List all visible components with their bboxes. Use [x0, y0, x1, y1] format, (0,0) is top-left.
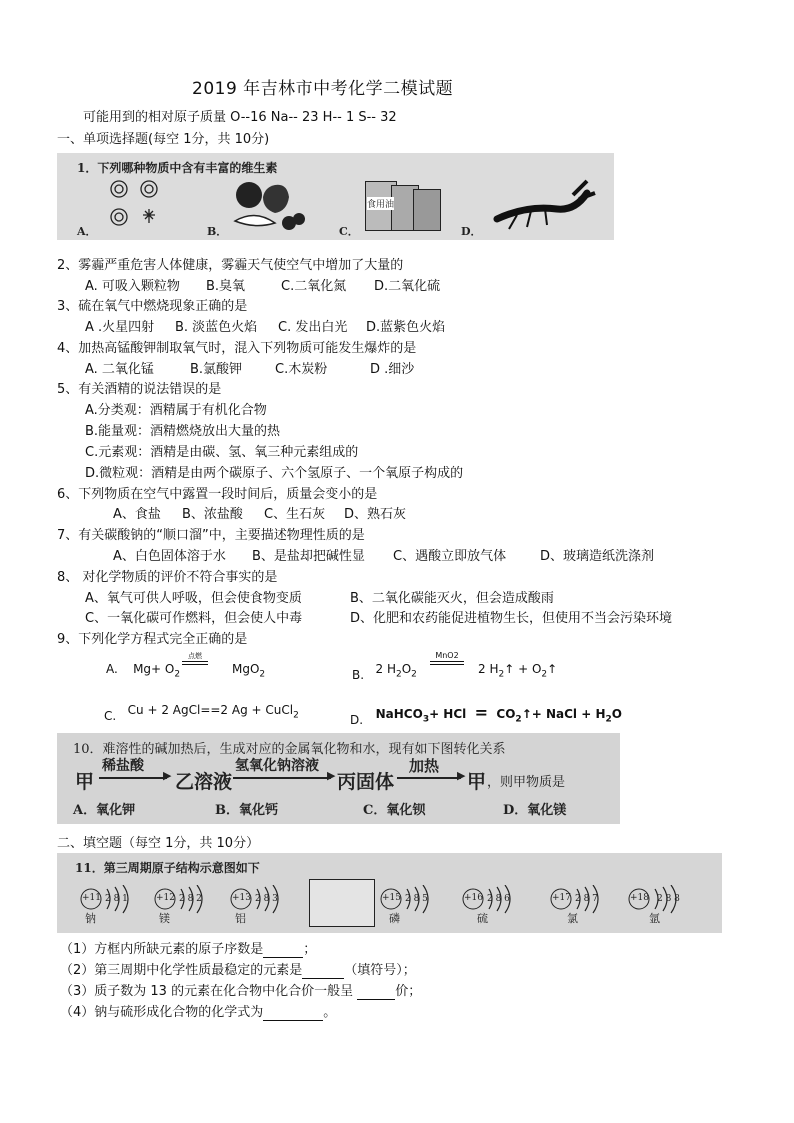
section2-heading: 二、填空题（每空 1分，共 10分）: [57, 836, 260, 851]
q10-arrow-2-label: 氢氧化钠溶液: [235, 758, 319, 774]
q10-chain-3: 丙固体: [337, 771, 395, 793]
fill-blank-1[interactable]: [263, 942, 303, 958]
q1-scan-image: [57, 153, 614, 240]
q7-option-d: D、玻璃造纸洗涤剂: [540, 549, 655, 564]
q9-b-products: 2 $H_2↑$ + $O_2↑$: [478, 662, 558, 680]
q3-option-d: D.蓝紫色火焰: [366, 320, 446, 335]
q1-label-b: B．: [207, 225, 228, 238]
q5-option-b: B.能量观：酒精燃烧放出大量的热: [85, 424, 281, 439]
q9-option-d: D. NaHCO$_3$+ HCl = $CO_2↑+$ NaCl + $H_2O$: [350, 703, 622, 727]
q3-option-a: A .火星四射: [85, 320, 155, 335]
fill-question-3: （3）质子数为 13 的元素在化合物中化合价一般呈 价；: [60, 984, 422, 999]
q10-arrow-2: [233, 777, 331, 779]
q1-label-d: D．: [461, 225, 482, 238]
q8-option-a: A、氧气可供人呼吸，但会使食物变质: [85, 591, 302, 606]
q7-option-a: A、白色固体溶于水: [113, 549, 226, 564]
q7-option-b: B、是盐却把碱性显: [252, 549, 365, 564]
q7-stem: 7、有关碳酸钠的“顺口溜”中，主要描述物理性质的是: [57, 528, 365, 543]
q4-stem: 4、加热高锰酸钾制取氧气时，混入下列物质可能发生爆炸的是: [57, 341, 417, 356]
q3-stem: 3、硫在氧气中燃烧现象正确的是: [57, 299, 248, 314]
q7-option-c: C、遇酸立即放气体: [393, 549, 507, 564]
q10-stem: 10．难溶性的碱加热后，生成对应的金属氧化物和水，现有如下图转化关系: [73, 742, 506, 757]
q10-arrow-3: [397, 777, 461, 779]
q9-stem: 9、下列化学方程式完全正确的是: [57, 632, 248, 647]
q1-label-c: C．: [339, 225, 359, 238]
q8-stem: 8、 对化学物质的评价不符合事实的是: [57, 570, 278, 585]
q4-option-d: D .细沙: [370, 362, 415, 377]
q5-stem: 5、有关酒精的说法错误的是: [57, 382, 222, 397]
q6-option-a: A、食盐: [113, 507, 161, 522]
q5-option-a: A.分类观：酒精属于有机化合物: [85, 403, 267, 418]
q10-scan-image: 10．难溶性的碱加热后，生成对应的金属氧化物和水，现有如下图转化关系 甲 稀盐酸 ▶ 乙溶液 氢氧化钠溶液 ▶ 丙固体 加热 ▶ 甲 ，则甲物质是 A．氧化钾 B．氧化钙 C．氧化钡 D．氧化镁: [57, 733, 620, 824]
candy-icon: [105, 177, 175, 233]
lobster-icon: [487, 175, 597, 235]
q10-arrow-1-label: 稀盐酸: [102, 758, 144, 774]
q6-option-d: D、熟石灰: [344, 507, 407, 522]
q10-arrow-1: [99, 777, 167, 779]
q2-option-b: B.臭氧: [206, 279, 246, 294]
q5-option-d: D.微粒观：酒精是由两个碳原子、六个氢原子、一个氧原子构成的: [85, 466, 464, 481]
q8-option-b: B、二氧化碳能灭火，但会造成酸雨: [350, 591, 554, 606]
section1-heading: 一、单项选择题(每空 1分，共 10分): [57, 132, 270, 147]
q10-option-a: A．氧化钾: [73, 803, 136, 818]
q10-tail: ，则甲物质是: [487, 775, 566, 790]
q6-stem: 6、下列物质在空气中露置一段时间后，质量会变小的是: [57, 487, 378, 502]
q6-option-b: B、浓盐酸: [182, 507, 243, 522]
q10-option-d: D．氧化镁: [503, 803, 567, 818]
q10-option-c: C．氧化钡: [363, 803, 426, 818]
fruits-icon: [229, 177, 309, 235]
missing-element-box: [309, 879, 375, 927]
q4-option-c: C.木炭粉: [275, 362, 328, 377]
q1-label-a: A．: [77, 225, 97, 238]
q10-chain-2: 乙溶液: [175, 771, 233, 793]
q8-option-c: C、一氧化碳可作燃料，但会使人中毒: [85, 611, 303, 626]
q10-option-b: B．氧化钙: [215, 803, 278, 818]
q5-option-c: C.元素观：酒精是由碳、氢、氧三种元素组成的: [85, 445, 359, 460]
q6-option-c: C、生石灰: [264, 507, 326, 522]
fill-blank-2[interactable]: [302, 963, 344, 979]
fill-question-1: （1）方框内所缺元素的原子序数是 ；: [60, 942, 317, 957]
q1-stem: 1．下列哪种物质中含有丰富的维生素: [77, 161, 278, 175]
q9-a-condition: 点燃: [182, 652, 208, 665]
q3-option-b: B. 淡蓝色火焰: [175, 320, 258, 335]
atomic-mass-line: 可能用到的相对原子质量 O--16 Na-- 23 H-- 1 S-- 32: [83, 110, 397, 125]
page-title: 2019 年吉林市中考化学二模试题: [192, 79, 454, 99]
q9-b-condition: MnO2: [430, 652, 464, 665]
fill-blank-4[interactable]: [263, 1005, 323, 1021]
q11-stem: 11．第三周期原子结构示意图如下: [75, 861, 260, 875]
q2-option-c: C.二氧化氮: [281, 279, 347, 294]
q2-option-d: D.二氧化硫: [374, 279, 441, 294]
fill-blank-3[interactable]: [357, 984, 395, 1000]
q9-a-product: MgO$_2$: [232, 662, 266, 680]
q9-option-a: A. $Mg+ O_2$: [106, 662, 181, 680]
q10-arrow-3-label: 加热: [409, 757, 440, 775]
q11-scan-image: 11．第三周期原子结构示意图如下 +11 2 8 1 钠 +12 2 8 2 镁 +13 2 8 3 铝 +15 2 8 5 磷 +16 2 8 6 硫 +17 2 8 7 氯 +18 2 8 8 氩: [57, 853, 722, 933]
fill-question-4: （4）钠与硫形成化合物的化学式为 。: [60, 1005, 337, 1020]
fill-question-2: （2）第三周期中化学性质最稳定的元素是 （填符号）；: [60, 963, 416, 978]
cooking-oil-icon: 食用油: [365, 181, 441, 229]
q8-option-d: D、化肥和农药能促进植物生长，但使用不当会污染环境: [350, 611, 673, 626]
q10-chain-start: 甲: [75, 771, 95, 793]
q4-option-b: B.氯酸钾: [190, 362, 243, 377]
q2-stem: 2、雾霾严重危害人体健康，雾霾天气使空气中增加了大量的: [57, 258, 404, 273]
q4-option-a: A. 二氧化锰: [85, 362, 154, 377]
q9-option-b: B. 2 $H_2O_2$: [352, 662, 417, 682]
q3-option-c: C. 发出白光: [278, 320, 348, 335]
q2-option-a: A. 可吸入颗粒物: [85, 279, 180, 294]
q9-option-c: C. Cu + 2 AgCl==2 Ag + CuCl$_2$: [104, 703, 299, 723]
q10-chain-end: 甲: [467, 771, 487, 793]
